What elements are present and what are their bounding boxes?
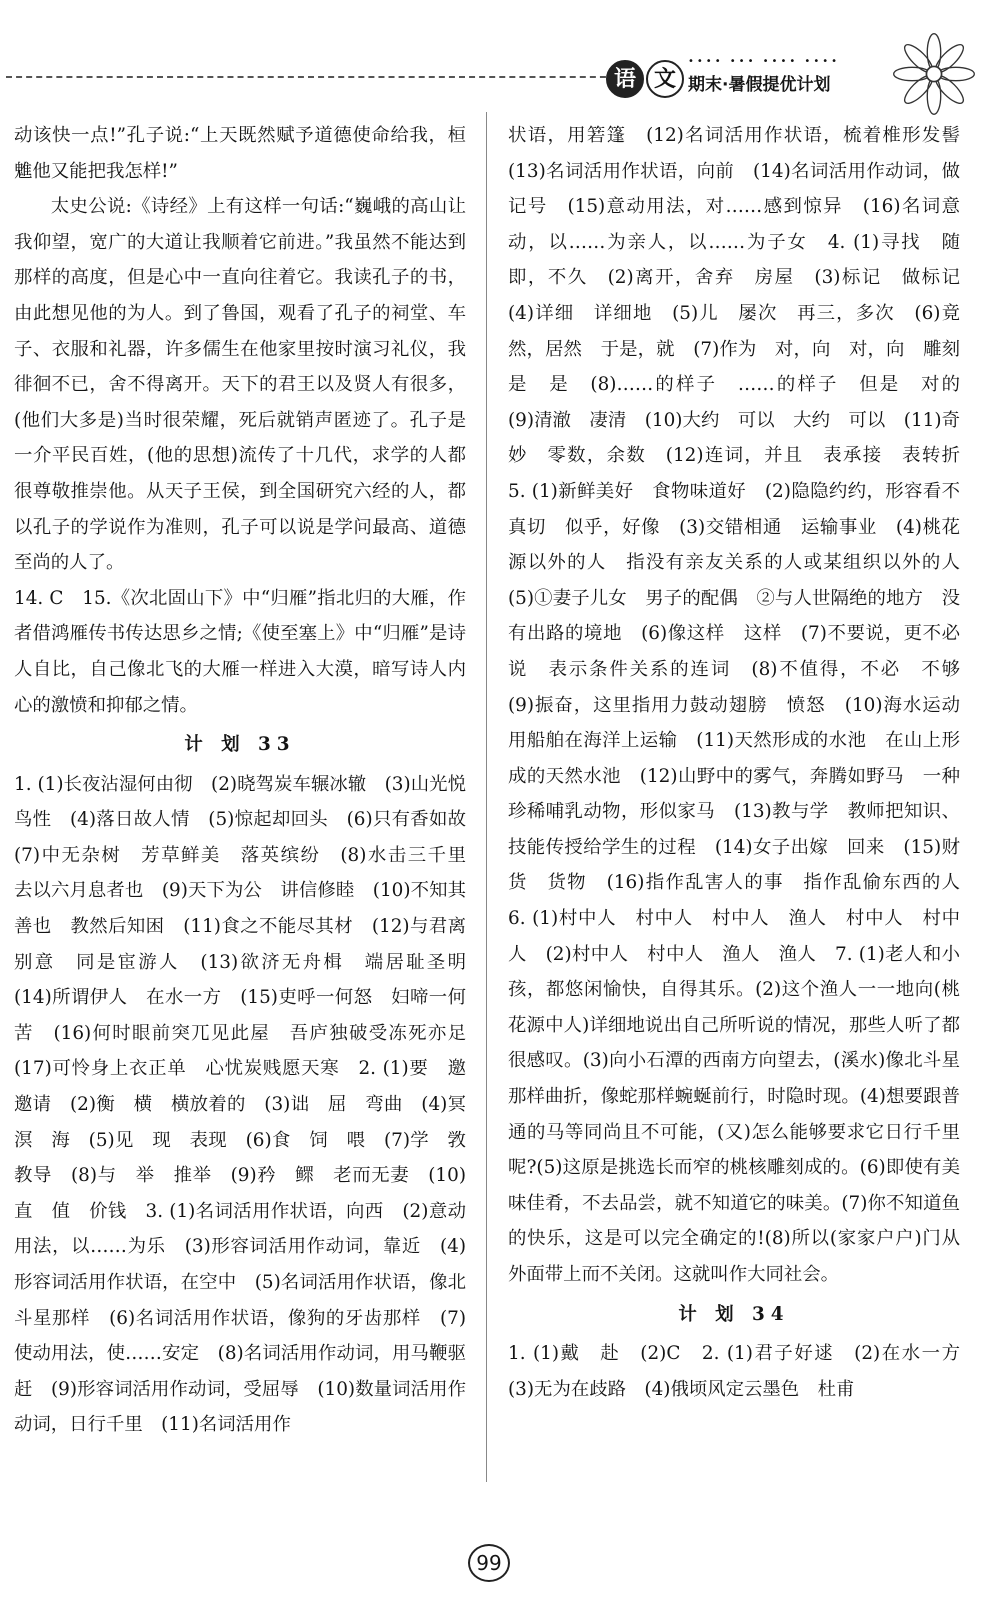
left-paragraph: 14. C 15.《次北固山下》中“归雁”指北归的大雁，作者借鸿雁传书传达思乡之情;《使至塞上》中“归雁”是诗人自比，自己像北飞的大雁一样进入大漠，暗写诗人内心的激愤和抑郁之情。 <box>14 587 466 716</box>
left-paragraph: 动该快一点!”孔子说:“上天既然赋予道德使命给我，桓魋他又能把我怎样!” <box>14 125 466 182</box>
right-column <box>508 118 979 1407</box>
left-column <box>14 118 485 1443</box>
right-plan-heading: 计 划 34 <box>678 1303 790 1325</box>
right-paragraph: 状语，用箬篷 (12)名词活用作状语，梳着椎形发髻 (13)名词活用作状语，向前 (14)名词活用作动词，做记号 (15)意动用法，对……感到惊异 (16)名词意动，以……为亲人，以……为子女 4. (1)寻找 随即，不久 (2)离开，舍弃 房屋 (3)标记 做标记 (4)详细 详细地 (5)儿 屡次 再三，多次 (6)竟然，居然 于是，就 (7)作为 对，向 对，向 雕刻 是 是 (8)……的样子 ……的样子 但是 对的 (9)清澈 凄清 (10)大约 可以 大约 可以 (11)奇妙 零数，余数 (12)连词，并且 表承接 表转折 5. (1)新鲜美好 食物味道好 (2)隐隐约约，形容看不真切 似乎，好像 (3)交错相通 运输事业 (4)桃花源以外的人 指没有亲友关系的人或某组织以外的人 (5)①妻子儿女 男子的配偶 ②与人世隔绝的地方 没有出路的境地 (6)像这样 这样 (7)不要说，更不必说 表示条件关系的连词 (8)不值得，不必 不够 (9)振奋，这里指用力鼓动翅膀 愤怒 (10)海水运动 用船舶在海洋上运输 (11)天然形成的水池 在山上形成的天然水池 (12)山野中的雾气，奔腾如野马 一种珍稀哺乳动物，形似家马 (13)教与学 教师把知识、技能传授给学生的过程 (14)女子出嫁 回来 (15)财货 货物 (16)指作乱害人的事 指作乱偷东西的人 6. (1)村中人 村中人 村中人 渔人 村中人 村中人 (2)村中人 村中人 渔人 渔人 7. (1)老人和小孩，都悠闲愉快，自得其乐。(2)这个渔人一一地向(桃花源中人)详细地说出自己所听说的情况，那些人听了都很感叹。(3)向小石潭的西南方向望去，(溪水)像北斗星那样曲折，像蛇那样蜿蜒前行，时隐时现。(4)想要跟普通的马等同尚且不可能，(又)怎么能够要求它日行千里呢?(5)这原是挑选长而窄的桃核雕刻成的。(6)即使有美味佳肴，不去品尝，就不知道它的味美。(7)你不知道鱼的快乐，这是可以完全确定的!(8)所以(家家户户)门从外面带上而不关闭。这就叫作大同社会。 <box>508 125 979 1285</box>
left-plan-heading: 计 划 33 <box>184 734 296 756</box>
page-header <box>606 40 966 110</box>
subject-char-1: 语 <box>606 60 644 98</box>
subject-badge <box>606 60 684 98</box>
subject-char-2: 文 <box>646 60 684 98</box>
book-title: 期末·暑假提优计划 <box>688 75 831 95</box>
page-number: 99 <box>468 1544 510 1582</box>
flower-icon <box>892 32 976 116</box>
header-dashed-rule <box>6 76 616 78</box>
column-divider <box>486 112 487 1482</box>
decorative-dots: •••• ••• •••• •••• <box>688 56 841 67</box>
left-paragraph: 1. (1)长夜沾湿何由彻 (2)晓驾炭车辗冰辙 (3)山光悦鸟性 (4)落日故人情 (5)惊起却回头 (6)只有香如故 (7)中无杂树 芳草鲜美 落英缤纷 (8)水击三千里 去以六月息者也 (9)天下为公 讲信修睦 (10)不知其善也 教然后知困 (11)食之不能尽其材 (12)与君离别意 同是宦游人 (13)欲济无舟楫 端居耻圣明 (14)所谓伊人 在水一方 (15)吏呼一何怒 妇啼一何苦 (16)何时眼前突兀见此屋 吾庐独破受冻死亦足 (17)可怜身上衣正单 心忧炭贱愿天寒 2. (1)要 邀 邀请 (2)衡 横 横放着的 (3)诎 屈 弯曲 (4)冥 溟 海 (5)见 现 表现 (6)食 饲 喂 (7)学 敩 教导 (8)与 举 推举 (9)矜 鳏 老而无妻 (10)直 值 价钱 3. (1)名词活用作状语，向西 (2)意动用法，以……为乐 (3)形容词活用作动词，靠近 (4)形容词活用作状语，在空中 (5)名词活用作状语，像北斗星那样 (6)名词活用作状语，像狗的牙齿那样 (7)使动用法，使……安定 (8)名词活用作动词，用马鞭驱赶 (9)形容词活用作动词，受屈辱 (10)数量词活用作动词，日行千里 (11)名词活用作 <box>14 773 485 1436</box>
right-paragraph: 1. (1)戴 赴 (2)C 2. (1)君子好逑 (2)在水一方 (3)无为在歧路 (4)俄顷风定云墨色 杜甫 <box>508 1343 979 1400</box>
left-paragraph: 太史公说:《诗经》上有这样一句话:“巍峨的高山让我仰望，宽广的大道让我顺着它前进。”我虽然不能达到那样的高度，但是心中一直向往着它。我读孔子的书，由此想见他的为人。到了鲁国，观看了孔子的祠堂、车子、衣服和礼器，许多儒生在他家里按时演习礼仪，我徘徊不已，舍不得离开。天下的君王以及贤人有很多，(他们大多是)当时很荣耀，死后就销声匿迹了。孔子是一介平民百姓，(他的思想)流传了十几代，求学的人都很尊敬推崇他。从天子王侯，到全国研究六经的人，都以孔子的学说作为准则，孔子可以说是学问最高、道德至尚的人了。 <box>14 196 466 574</box>
